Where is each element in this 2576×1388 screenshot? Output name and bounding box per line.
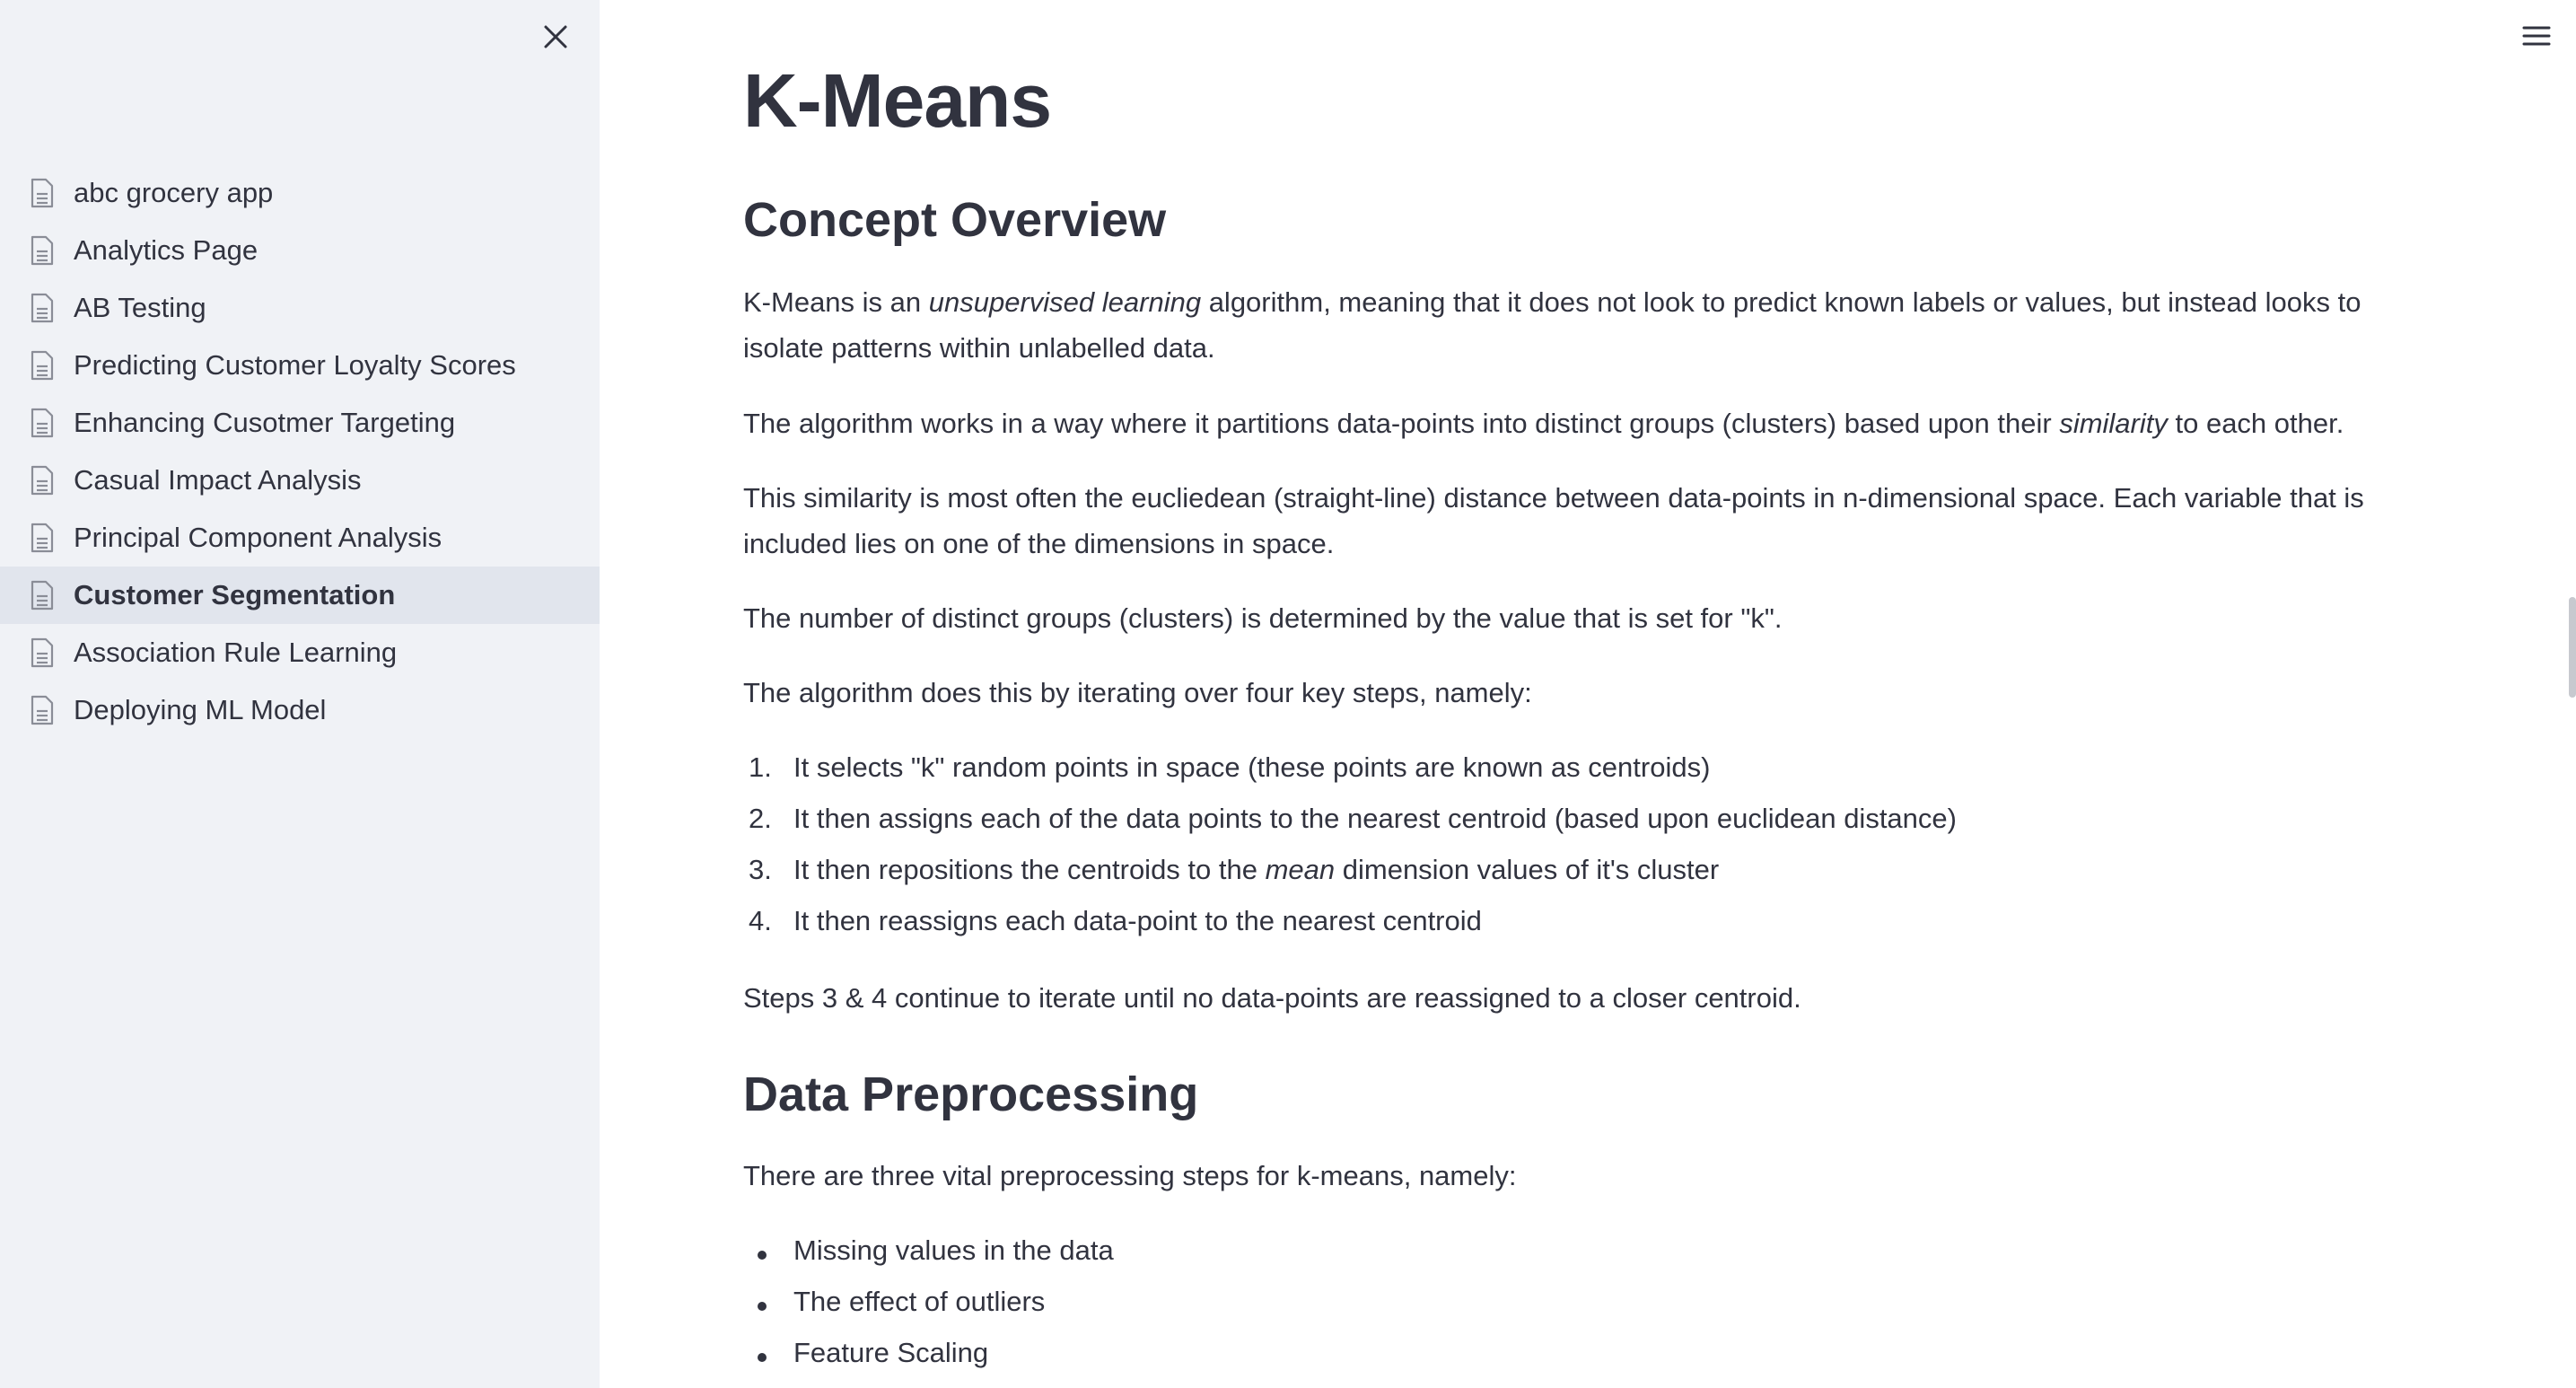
paragraph-partitions <box>743 400 2431 446</box>
text-run: K-Means is an <box>743 286 929 318</box>
list-item <box>743 742 1957 793</box>
list-number: 1. <box>749 751 772 783</box>
page-title: K-Means <box>743 58 1052 143</box>
sidebar-item-label: Deploying ML Model <box>74 694 327 725</box>
preprocessing-list <box>743 1225 1114 1378</box>
sidebar-item-analytics-page[interactable] <box>0 222 600 279</box>
list-item <box>743 895 1957 946</box>
document-icon <box>29 637 56 668</box>
text-run: The algorithm works in a way where it partitions data-points into distinct groups (clusters) based upon their <box>743 408 2060 439</box>
text-run: to each other. <box>2167 408 2344 439</box>
bullet-marker <box>743 1234 793 1267</box>
emphasis-text: similarity <box>2059 408 2168 439</box>
paragraph-number-of-clusters: The number of distinct groups (clusters) is determined by the value that is set for "k". <box>743 602 1783 634</box>
bullet-marker <box>743 1286 793 1318</box>
sidebar-item-casual-impact-analysis[interactable] <box>0 452 600 509</box>
text-run: It then repositions the centroids to the <box>793 853 1266 885</box>
sidebar-item-label: AB Testing <box>74 292 206 323</box>
bullet-marker <box>743 1337 793 1369</box>
document-icon <box>29 293 56 323</box>
paragraph-similarity: This similarity is most often the eucliedean (straight-line) distance between data-points in n-dimensional space. Each variable that is included lies on one of the dimensions in space. <box>743 482 2364 559</box>
sidebar-item-label: Predicting Customer Loyalty Scores <box>74 349 516 381</box>
list-item <box>743 1225 1114 1276</box>
document-icon <box>29 695 56 725</box>
list-item <box>743 793 1957 844</box>
sidebar-item-deploying-ml-model[interactable] <box>0 681 600 739</box>
sidebar <box>0 0 600 1388</box>
list-number: 3. <box>749 853 772 885</box>
paragraph-preprocessing-intro: There are three vital preprocessing steps for k-means, namely: <box>743 1160 1517 1191</box>
paragraph-iterate: Steps 3 & 4 continue to iterate until no data-points are reassigned to a closer centroid. <box>743 982 1801 1014</box>
sidebar-item-enhancing-customer-targeting[interactable] <box>0 394 600 452</box>
document-icon <box>29 523 56 553</box>
document-icon <box>29 580 56 611</box>
list-item-text: The effect of outliers <box>793 1285 1046 1317</box>
list-item-text: Feature Scaling <box>793 1336 989 1368</box>
sidebar-item-label: Principal Component Analysis <box>74 522 442 553</box>
paragraph-intro <box>743 279 2431 371</box>
hamburger-menu-icon <box>2522 24 2551 48</box>
list-number: 4. <box>749 904 772 936</box>
list-item-text: Missing values in the data <box>793 1234 1114 1266</box>
close-icon <box>543 24 568 49</box>
sidebar-item-label: abc grocery app <box>74 177 274 208</box>
document-icon <box>29 408 56 438</box>
list-item-text: It then assigns each of the data points to the nearest centroid (based upon euclidean distance) <box>793 802 1957 834</box>
document-icon <box>29 465 56 496</box>
sidebar-item-predicting-customer-loyalty-scores[interactable] <box>0 337 600 394</box>
sidebar-item-customer-segmentation[interactable] <box>0 567 600 624</box>
sidebar-item-association-rule-learning[interactable] <box>0 624 600 681</box>
text-run: algorithm, meaning that it does not look to predict known labels or values, but instead looks to isolate patterns within unlabelled data. <box>743 286 2361 364</box>
sidebar-item-principal-component-analysis[interactable] <box>0 509 600 567</box>
document-icon <box>29 178 56 208</box>
emphasis-text: mean <box>1265 853 1336 885</box>
sidebar-item-ab-testing[interactable] <box>0 279 600 337</box>
sidebar-item-abc-grocery-app[interactable] <box>0 164 600 222</box>
sidebar-item-label: Association Rule Learning <box>74 637 398 668</box>
text-run: dimension values of it's cluster <box>1335 853 1720 885</box>
sidebar-item-label: Customer Segmentation <box>74 579 396 611</box>
paragraph-steps-intro: The algorithm does this by iterating over four key steps, namely: <box>743 677 1532 708</box>
list-item <box>743 844 1957 895</box>
list-item <box>743 1327 1114 1378</box>
emphasis-text: unsupervised learning <box>928 286 1202 318</box>
section-heading-data-preprocessing: Data Preprocessing <box>743 1067 1199 1121</box>
sidebar-close-button[interactable] <box>537 18 574 56</box>
main-menu-button[interactable] <box>2517 16 2556 56</box>
document-icon <box>29 350 56 381</box>
list-number: 2. <box>749 802 772 834</box>
sidebar-item-label: Enhancing Cusotmer Targeting <box>74 407 456 438</box>
vertical-scrollbar-thumb[interactable] <box>2569 597 2576 698</box>
sidebar-item-label: Casual Impact Analysis <box>74 464 362 496</box>
sidebar-item-label: Analytics Page <box>74 234 258 266</box>
document-icon <box>29 235 56 266</box>
list-item-text: It selects "k" random points in space (these points are known as centroids) <box>793 751 1711 783</box>
steps-list <box>743 742 1957 946</box>
list-item-text: It then reassigns each data-point to the nearest centroid <box>793 904 1482 936</box>
list-item-text <box>793 854 1719 886</box>
sidebar-nav <box>0 164 600 739</box>
section-heading-concept-overview: Concept Overview <box>743 193 1167 247</box>
list-item <box>743 1276 1114 1327</box>
